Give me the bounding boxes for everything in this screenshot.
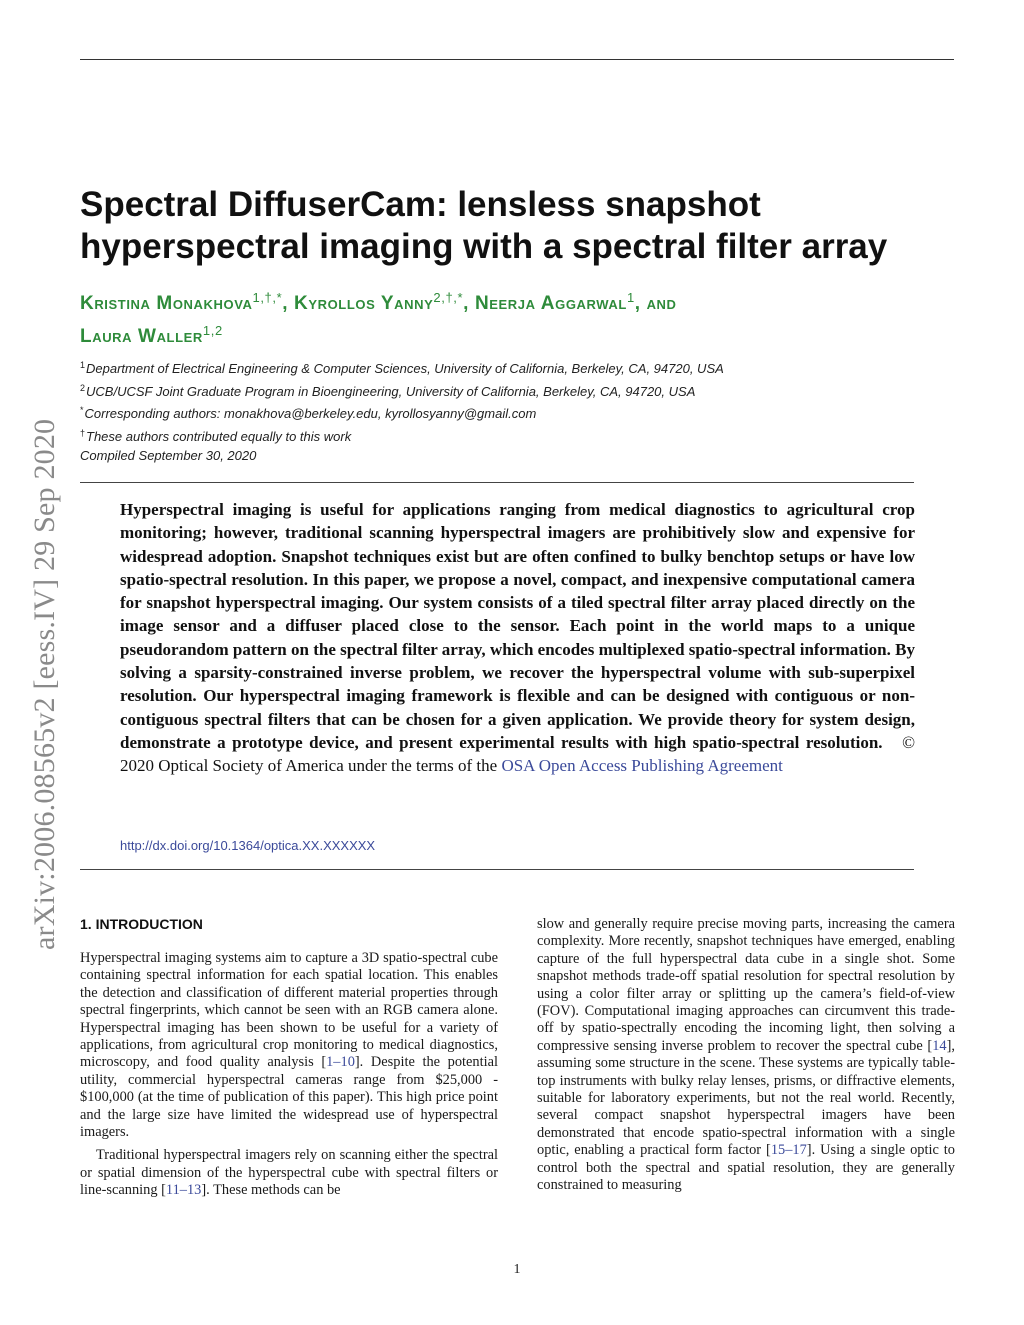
paragraph-text: ]. Using a single optic to control both the spectral and spatial resolution, they are generally constrained to measuring bbox=[537, 1142, 955, 1194]
author-name: Kristina Monakhova bbox=[80, 293, 253, 314]
affiliation-line bbox=[80, 401, 960, 424]
citation-link[interactable]: 15–17 bbox=[770, 1142, 807, 1159]
paper-title bbox=[80, 184, 960, 268]
copyright-notice: © 2020 Optical Society of America under the terms of the bbox=[120, 732, 916, 776]
paragraph-text: Traditional hyperspectral imagers rely on scanning either the spectral or spatial dimension of the hyperspectral cube with spectral filters or line-scanning [ bbox=[80, 1147, 498, 1199]
affiliation-mark: † bbox=[80, 427, 86, 438]
paragraph bbox=[80, 1147, 498, 1199]
affiliation-text: Corresponding authors: monakhova@berkeley.edu, kyrollosyanny@gmail.com bbox=[84, 406, 537, 421]
citation-link[interactable]: 1–10 bbox=[326, 1054, 355, 1071]
author-conjunction: and bbox=[646, 293, 677, 314]
compiled-date: Compiled September 30, 2020 bbox=[80, 448, 257, 463]
abstract-top-rule bbox=[80, 482, 914, 483]
paragraph bbox=[537, 916, 955, 1195]
abstract-bottom-rule bbox=[80, 869, 914, 870]
title-line-2: hyperspectral imaging with a spectral filter array bbox=[80, 227, 888, 266]
author-name: Neerja Aggarwal bbox=[474, 293, 627, 314]
citation-link[interactable]: 14 bbox=[932, 1037, 947, 1054]
affiliation-line bbox=[80, 424, 960, 447]
arxiv-identifier[interactable]: arXiv:2006.08565v2 [eess.IV] 29 Sep 2020 bbox=[28, 418, 61, 950]
author-affil-marks: 2,†,* bbox=[433, 290, 464, 305]
title-line-1: Spectral DiffuserCam: lensless snapshot bbox=[80, 185, 761, 224]
affiliation-text: UCB/UCSF Joint Graduate Program in Bioengineering, University of California, Berkeley, CA, 94720, USA bbox=[86, 383, 696, 399]
citation-link[interactable]: 11–13 bbox=[165, 1182, 202, 1199]
paragraph bbox=[80, 950, 498, 1141]
author-affil-marks: 1,†,* bbox=[252, 290, 283, 305]
affiliation-mark: 1 bbox=[80, 360, 86, 370]
affiliation-mark: * bbox=[80, 405, 84, 415]
top-rule bbox=[80, 59, 954, 60]
paragraph-text: ]. These methods can be bbox=[201, 1182, 341, 1199]
author-affil-marks: 1,2 bbox=[202, 323, 223, 338]
author-name: Kyrollos Yanny bbox=[294, 293, 434, 314]
doi-link[interactable]: http://dx.doi.org/10.1364/optica.XX.XXXXXX bbox=[120, 838, 376, 853]
abstract bbox=[120, 498, 915, 778]
paragraph-text: slow and generally require precise moving parts, increasing the camera complexity. More recently, snapshot techniques have emerged, enabling capture of the full hyperspectral data cube in a single shot. Some snapshot methods trade-off spatial resolution for spectral resolution by using a color filter array or splitting up the camera’s field-of-view (FOV). Computational imaging approaches can circumvent this trade-off by spatio-spectrally encoding the incoming light, then solving a compressive sensing inverse problem to recover the spectral cube [ bbox=[537, 916, 955, 1054]
paragraph-text: ]. Despite the potential utility, commercial hyperspectral cameras range from $25,000 - $100,000 (at the time of publication of this paper). This high price point and the large size have limited the widespread use of hyperspectral imagers. bbox=[80, 1054, 498, 1141]
author-name: Laura Waller bbox=[80, 326, 203, 347]
abstract-body: Hyperspectral imaging is useful for applications ranging from medical diagnostics to agricultural crop monitoring; however, traditional scanning hyperspectral imagers are prohibitively slow and expensive for widespread adoption. Snapshot techniques exist but are often confined to bulky benchtop setups or have low spatio-spectral resolution. In this paper, we propose a novel, compact, and inexpensive computational camera for snapshot hyperspectral imaging. Our system consists of a tiled spectral filter array placed directly on the image sensor and a diffuser placed close to the sensor. Each point in the world maps to a unique pseudorandom pattern on the spectral filter array, which encodes multiplexed spatio-spectral information. By solving a sparsity-constrained inverse problem, we recover the hyperspectral volume with sub-superpixel resolution. Our hyperspectral imaging framework is flexible and can be designed with contiguous or non-contiguous spectral filters that can be chosen for a given application. We provide theory for system design, demonstrate a prototype device, and present experimental results with high spatio-spectral resolution. bbox=[120, 500, 915, 752]
left-column bbox=[80, 950, 498, 1200]
page-number: 1 bbox=[513, 1262, 521, 1277]
paragraph-text: ], assuming some structure in the scene. These systems are typically table-top instruments with bulky relay lenses, prisms, or diffractive elements, suitable for laboratory experiments, but not the real world. Recently, several compact snapshot hyperspectral imagers have been demonstrated that encode spatio-spectral information with a single optic, enabling a practical form factor [ bbox=[537, 1037, 955, 1159]
paragraph-text: Hyperspectral imaging systems aim to capture a 3D spatio-spectral cube containing spectral information for each spatial location. This enables the detection and classification of different material properties through spectral fingerprints, which cannot be seen with an RGB camera alone. Hyperspectral imaging has been shown to be useful for a variety of applications, from agricultural crop monitoring to medical diagnostics, microscopy, and food quality analysis [ bbox=[80, 950, 498, 1071]
affiliations bbox=[80, 356, 960, 446]
affiliation-line bbox=[80, 379, 960, 402]
affiliation-text: Department of Electrical Engineering & Computer Sciences, University of California, Berkeley, CA, 94720, USA bbox=[86, 361, 724, 376]
affiliation-text: These authors contributed equally to this work bbox=[86, 428, 352, 444]
author-list: Kristina Monakhova$^{1,\dagger,*}$, Kyrollos Yanny$^{2,\dagger,*}$, Neerja Aggarwal$^1$, and Laura Waller$^{1,2}$ bbox=[80, 290, 677, 347]
section-heading: 1. INTRODUCTION bbox=[80, 916, 203, 932]
affiliation-mark: 2 bbox=[80, 382, 86, 393]
author-affil-marks: 1 bbox=[626, 290, 635, 305]
open-access-link[interactable]: OSA Open Access Publishing Agreement bbox=[501, 756, 783, 776]
affiliation-line bbox=[80, 356, 960, 379]
right-column bbox=[537, 916, 955, 1195]
